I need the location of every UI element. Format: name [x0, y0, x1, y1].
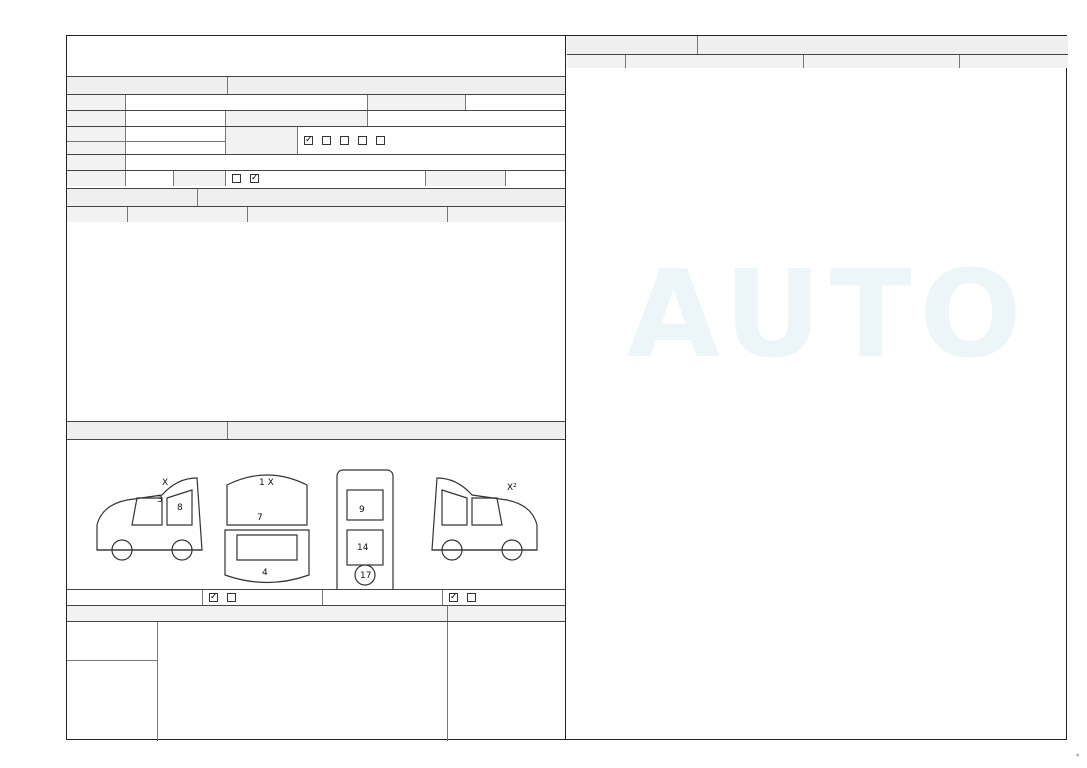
checkbox-icon[interactable]: [467, 593, 476, 602]
inspection-period-label: [225, 111, 367, 126]
parts-price-value: [447, 622, 565, 741]
basic-row-2: [67, 110, 565, 126]
accident-title: [67, 422, 227, 439]
outer-panel-label: [67, 622, 157, 660]
inspection-period-value: [367, 111, 565, 126]
checkbox-icon[interactable]: [227, 593, 236, 602]
accident-history-row: [67, 589, 565, 605]
svg-text:X²: X²: [507, 483, 517, 493]
svg-text:4: 4: [262, 568, 268, 578]
col-state: [803, 55, 959, 68]
detail-table-head: [567, 54, 1068, 68]
overall-status-note: [197, 189, 565, 206]
detail-title: [567, 36, 697, 54]
col-device: [567, 55, 625, 68]
col-price: [959, 55, 1068, 68]
accident-note: [227, 422, 565, 439]
accident-header: [67, 421, 565, 439]
reg-no-value: [465, 95, 565, 110]
car-name-value: [125, 95, 305, 110]
col-price: [447, 207, 565, 222]
basic-info-note: [227, 77, 565, 94]
overall-status-title: [67, 189, 197, 206]
transmission-label: [225, 127, 297, 154]
engine-type-value: [125, 171, 173, 186]
status-table-head: [67, 206, 565, 222]
vin-value: [125, 141, 225, 154]
engine-type-label: [67, 171, 125, 186]
first-reg-value: [125, 127, 225, 141]
car-name-label: [67, 95, 125, 110]
basic-row-1: [67, 94, 565, 110]
first-reg-label: [67, 127, 125, 141]
col-status: [127, 207, 247, 222]
detail-header: [567, 36, 1068, 54]
checkbox-icon[interactable]: [340, 136, 349, 145]
frame-label: [67, 660, 157, 741]
corner-mark: •: [1074, 749, 1081, 762]
checkbox-icon[interactable]: [358, 136, 367, 145]
reg-no-label: [367, 95, 465, 110]
base-price-label: [425, 171, 505, 186]
parts-head-price: [447, 606, 565, 621]
checkbox-icon[interactable]: [376, 136, 385, 145]
left-panel: [67, 36, 565, 739]
svg-text:9: 9: [359, 505, 365, 515]
svg-text:14: 14: [357, 543, 369, 553]
base-price-value: [505, 171, 565, 186]
col-item: [247, 207, 447, 222]
rank-list: [157, 622, 447, 741]
car-diagram-area: [67, 439, 565, 589]
basic-info-header: [67, 76, 565, 94]
simple-repair-label: [322, 590, 442, 605]
fuel-options: [125, 155, 565, 170]
accident-history-label: [67, 590, 202, 605]
col-item: [625, 55, 803, 68]
col-history: [67, 207, 127, 222]
basic-info-title: [67, 77, 227, 94]
transmission-options: [297, 127, 565, 154]
simple-repair-options: [442, 590, 565, 605]
checkbox-icon[interactable]: [232, 174, 241, 183]
checkbox-icon[interactable]: [250, 174, 259, 183]
svg-text:1 X: 1 X: [259, 478, 274, 488]
car-diagram-icon: [67, 450, 563, 590]
svg-text:17: 17: [360, 571, 372, 581]
detail-note: [697, 36, 1068, 54]
svg-text:X: X: [162, 478, 169, 488]
basic-row-4: [67, 154, 565, 170]
right-panel: [567, 36, 1068, 739]
vin-label: [67, 141, 125, 154]
parts-table: [67, 621, 565, 741]
overall-status-header: [67, 188, 565, 206]
svg-text:3: 3: [157, 495, 163, 505]
parts-head-title: [67, 606, 447, 621]
checkbox-icon[interactable]: [322, 136, 331, 145]
watermark: AUTO: [627, 246, 1030, 385]
year-value: [125, 111, 225, 126]
svg-text:8: 8: [177, 503, 183, 513]
basic-row-3: [67, 126, 565, 154]
svg-text:7: 7: [257, 513, 263, 523]
inspection-sheet: [66, 35, 1067, 740]
year-label: [67, 111, 125, 126]
warranty-options: [225, 171, 425, 186]
checkbox-icon[interactable]: [449, 593, 458, 602]
center-divider: [565, 36, 566, 739]
checkbox-icon[interactable]: [209, 593, 218, 602]
parts-head: [67, 605, 565, 621]
checkbox-icon[interactable]: [304, 136, 313, 145]
accident-history-options: [202, 590, 322, 605]
warranty-label: [173, 171, 225, 186]
detail-table: [567, 68, 1068, 739]
basic-row-5: [67, 170, 565, 186]
fuel-label: [67, 155, 125, 170]
